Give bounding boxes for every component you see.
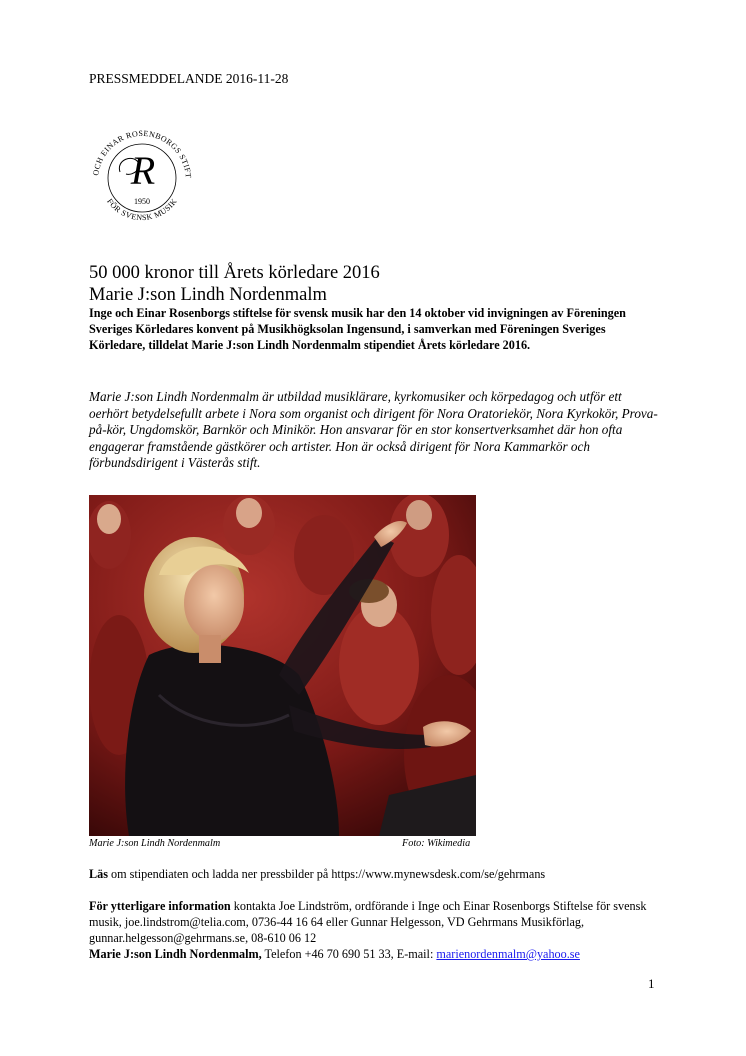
contact-phone: Telefon +46 70 690 51 33, E-mail: [261,947,437,961]
caption-name: Marie J:son Lindh Nordenmalm [89,838,221,849]
read-more-paragraph [89,866,545,882]
logo-ring-bottom-text: FÖR SVENSK MUSIK [105,196,179,223]
foundation-logo [86,114,198,238]
contact-email-link[interactable]: marienordenmalm@yahoo.se [436,947,580,961]
bio-paragraph: Marie J:son Lindh Nordenmalm är utbildad musiklärare, kyrkomusiker och körpedagog och utför ett oerhört betydelsefullt arbete i Nora som organist och dirigent för Nora Oratoriekör, Nora Kyrkokör, Prova-på-kör, Ungdomskör, Barnkör och Minikör. Hon ansvarar för en stor konsertverksamhet där hon ofta engagerar framstående gästkörer och artister. Hon är också dirigent för Nora Kammarkör och förbundsdirigent i Västerås stift. [89,389,658,470]
intro-paragraph: Inge och Einar Rosenborgs stiftelse för svensk musik har den 14 oktober vid invigningen av Föreningen Sveriges Körledares konvent på Musikhögksolan Ingensund, i samverkan med Föreningen Sveriges Körledare, tilldelat Marie J:son Lindh Nordenmalm stipendiet Årets körledare 2016. [89,306,626,352]
contact-text: kontakta Joe Lindström, ordförande i Inge och Einar Rosenborgs Stiftelse för svensk musik, joe.lindstrom@telia.com, 0736-44 16 64 eller Gunnar Helgesson, VD Gehrmans Musikförlag, gunnar.helgesson@gehrmans.se, 08-610 06 12 [89,899,647,945]
contact-name: Marie J:son Lindh Nordenmalm, [89,947,262,961]
logo-ring-top-text: OCH EINAR ROSENBORGS STIFT [91,128,194,179]
caption-credit: Foto: Wikimedia [402,838,471,849]
contact-lead: För ytterligare information [89,899,231,913]
photo-caption [89,838,476,849]
contact-paragraph [89,898,664,962]
logo-year: 1950 [134,197,150,206]
page-subtitle: Marie J:son Lindh Nordenmalm [89,285,327,305]
read-more-text: om stipendiaten och ladda ner pressbilder på https://www.mynewsdesk.com/se/gehrmans [107,867,546,881]
page-number: 1 [648,976,655,991]
press-release-header: PRESSMEDDELANDE 2016-11-28 [89,71,289,86]
logo-monogram: R [130,148,156,193]
read-more-lead: Läs [89,867,108,881]
conductor-photo [89,495,476,836]
page-title: 50 000 kronor till Årets körledare 2016 [89,263,380,283]
